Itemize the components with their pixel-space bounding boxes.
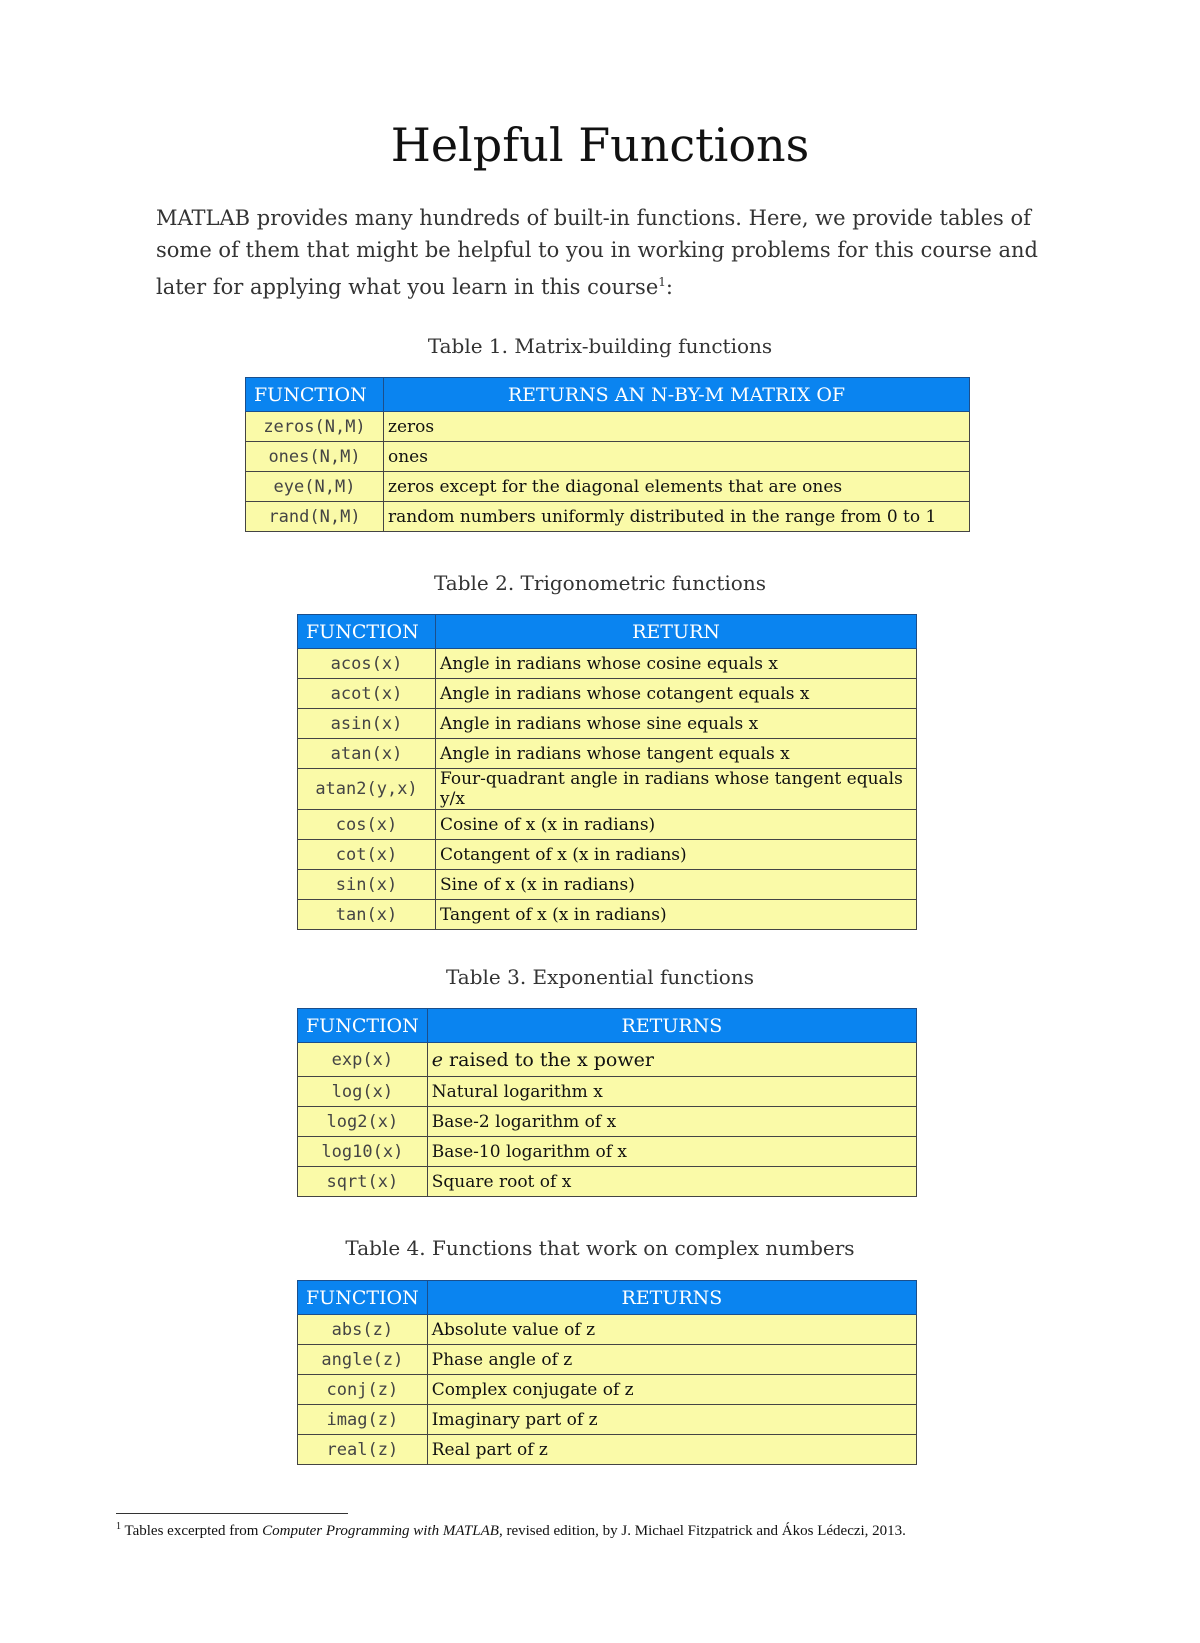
function-description: Phase angle of z [427, 1345, 916, 1375]
table-row [298, 1167, 917, 1197]
function-description [427, 1043, 916, 1077]
function-name: conj(z) [298, 1375, 428, 1405]
function-name: rand(N,M) [246, 502, 384, 532]
function-name: acos(x) [298, 649, 436, 679]
table-row [298, 1435, 917, 1465]
function-description: Natural logarithm x [427, 1077, 916, 1107]
footnote-mark: 1 [116, 1521, 121, 1532]
table-3-caption: Table 3. Exponential functions [446, 965, 754, 989]
footnote-divider [116, 1513, 348, 1514]
function-description: zeros except for the diagonal elements that are ones [384, 472, 970, 502]
table-row [246, 472, 970, 502]
table-1-caption: Table 1. Matrix-building functions [427, 334, 773, 358]
function-description: Four-quadrant angle in radians whose tangent equals y/x [436, 769, 917, 810]
footnote-text-after: , revised edition, by J. Michael Fitzpatrick and Ákos Lédeczi, 2013. [498, 1523, 906, 1539]
function-description: Complex conjugate of z [427, 1375, 916, 1405]
intro-paragraph [156, 202, 1076, 303]
table-header-row [298, 1009, 917, 1043]
function-description: Angle in radians whose cotangent equals x [436, 679, 917, 709]
function-name: atan2(y,x) [298, 769, 436, 810]
function-name: sqrt(x) [298, 1167, 428, 1197]
function-description: zeros [384, 412, 970, 442]
returns-column-header: RETURNS [427, 1281, 916, 1315]
table-row [298, 1043, 917, 1077]
function-description: Square root of x [427, 1167, 916, 1197]
function-description: random numbers uniformly distributed in the range from 0 to 1 [384, 502, 970, 532]
function-description: Imaginary part of z [427, 1405, 916, 1435]
table-row [298, 649, 917, 679]
function-name: abs(z) [298, 1315, 428, 1345]
function-name: cot(x) [298, 840, 436, 870]
function-description: Tangent of x (x in radians) [436, 900, 917, 930]
function-name: exp(x) [298, 1043, 428, 1077]
function-column-header: FUNCTION [246, 378, 384, 412]
function-description: Base-2 logarithm of x [427, 1107, 916, 1137]
exponential-functions-table [297, 1008, 917, 1197]
function-name: log2(x) [298, 1107, 428, 1137]
table-row [298, 1345, 917, 1375]
table-row [246, 442, 970, 472]
table-row [298, 900, 917, 930]
table-row [298, 679, 917, 709]
table-header-row [298, 615, 917, 649]
table-header-row [246, 378, 970, 412]
function-name: atan(x) [298, 739, 436, 769]
function-name: angle(z) [298, 1345, 428, 1375]
function-name: tan(x) [298, 900, 436, 930]
footnote [116, 1521, 1116, 1540]
function-description: Angle in radians whose cosine equals x [436, 649, 917, 679]
footnote-book-title: Computer Programming with MATLAB [262, 1523, 499, 1539]
table-row [298, 1137, 917, 1167]
table-row [298, 1315, 917, 1345]
function-name: ones(N,M) [246, 442, 384, 472]
function-name: cos(x) [298, 810, 436, 840]
table-row [298, 1375, 917, 1405]
function-description: Real part of z [427, 1435, 916, 1465]
footnote-text-before: Tables excerpted from [121, 1523, 263, 1539]
function-name: imag(z) [298, 1405, 428, 1435]
table-row [298, 810, 917, 840]
intro-end: : [665, 275, 673, 299]
table-row [298, 1107, 917, 1137]
function-description: ones [384, 442, 970, 472]
function-name: log(x) [298, 1077, 428, 1107]
function-name: real(z) [298, 1435, 428, 1465]
table-row [298, 709, 917, 739]
function-column-header: FUNCTION [298, 615, 436, 649]
returns-column-header: RETURNS AN N-BY-M MATRIX OF [384, 378, 970, 412]
table-row [298, 840, 917, 870]
returns-column-header: RETURNS [427, 1009, 916, 1043]
function-description: Base-10 logarithm of x [427, 1137, 916, 1167]
trigonometric-functions-table [297, 614, 917, 930]
description-text: raised to the x power [443, 1048, 654, 1071]
function-name: acot(x) [298, 679, 436, 709]
euler-e: e [431, 1048, 443, 1071]
table-row [298, 1077, 917, 1107]
table-row [298, 1405, 917, 1435]
function-description: Angle in radians whose sine equals x [436, 709, 917, 739]
footnote-reference[interactable]: 1 [658, 275, 666, 289]
table-4-caption: Table 4. Functions that work on complex numbers [345, 1236, 855, 1260]
complex-number-functions-table [297, 1280, 917, 1465]
intro-text: MATLAB provides many hundreds of built-in functions. Here, we provide tables of some of them that might be helpful to you in working problems for this course and later for applying what you learn in this course [156, 206, 1038, 299]
function-description: Cotangent of x (x in radians) [436, 840, 917, 870]
function-column-header: FUNCTION [298, 1009, 428, 1043]
function-description: Sine of x (x in radians) [436, 870, 917, 900]
function-name: log10(x) [298, 1137, 428, 1167]
function-name: asin(x) [298, 709, 436, 739]
function-description: Cosine of x (x in radians) [436, 810, 917, 840]
page-title: Helpful Functions [390, 118, 810, 172]
function-description: Absolute value of z [427, 1315, 916, 1345]
table-row [246, 502, 970, 532]
function-column-header: FUNCTION [298, 1281, 428, 1315]
matrix-building-functions-table [245, 377, 970, 532]
returns-column-header: RETURN [436, 615, 917, 649]
table-row [298, 870, 917, 900]
function-name: zeros(N,M) [246, 412, 384, 442]
function-name: eye(N,M) [246, 472, 384, 502]
table-row [298, 739, 917, 769]
function-description: Angle in radians whose tangent equals x [436, 739, 917, 769]
table-2-caption: Table 2. Trigonometric functions [434, 571, 766, 595]
table-row [246, 412, 970, 442]
table-header-row [298, 1281, 917, 1315]
function-name: sin(x) [298, 870, 436, 900]
table-row [298, 769, 917, 810]
